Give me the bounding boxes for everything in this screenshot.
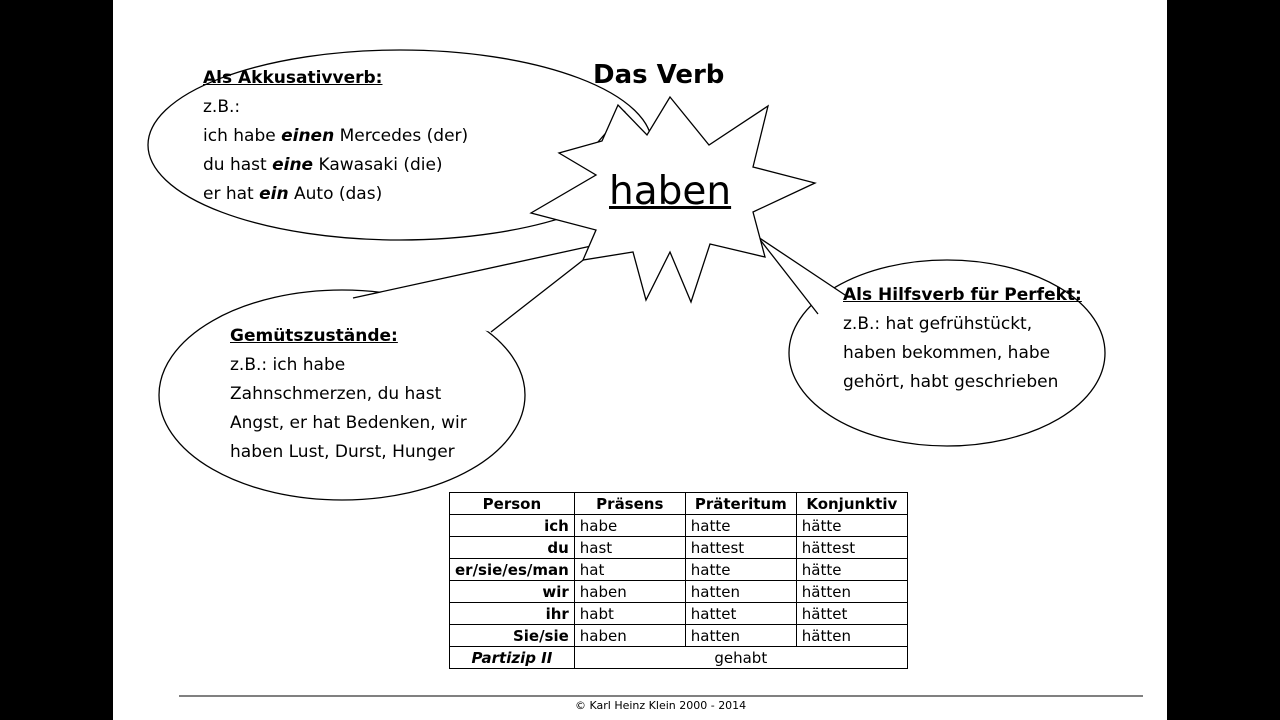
table-row: [450, 603, 908, 625]
table-row-partizip: [450, 647, 908, 669]
praeteritum-cell: hatten: [685, 581, 796, 603]
example-line: gehört, habt geschrieben: [843, 372, 1059, 392]
example-line: z.B.: ich habe: [230, 355, 346, 375]
worksheet-page: [113, 0, 1167, 720]
praesens-cell: haben: [574, 581, 685, 603]
example-line: haben Lust, Durst, Hunger: [230, 442, 455, 462]
column-header: Person: [450, 493, 575, 515]
example-line: du hast eine Kawasaki (die): [203, 155, 443, 175]
person-cell: du: [450, 537, 575, 559]
praeteritum-cell: hattest: [685, 537, 796, 559]
konjunktiv-cell: hättest: [796, 537, 907, 559]
table-row: [450, 625, 908, 647]
example-line: Angst, er hat Bedenken, wir: [230, 413, 467, 433]
bubble-heading: Gemütszustände:: [230, 326, 398, 346]
person-cell: ich: [450, 515, 575, 537]
person-cell: Sie/sie: [450, 625, 575, 647]
column-header: Konjunktiv: [796, 493, 907, 515]
konjunktiv-cell: hätte: [796, 515, 907, 537]
praesens-cell: haben: [574, 625, 685, 647]
bubble-heading: Als Hilfsverb für Perfekt:: [843, 285, 1082, 305]
example-line: z.B.: hat gefrühstückt,: [843, 314, 1033, 334]
praeteritum-cell: hatte: [685, 559, 796, 581]
person-cell: wir: [450, 581, 575, 603]
bubble-heading: Als Akkusativverb:: [203, 68, 383, 88]
table-row: [450, 537, 908, 559]
bubble-gemuet-text: [230, 322, 467, 467]
table-header-row: [450, 493, 908, 515]
praeteritum-cell: hatten: [685, 625, 796, 647]
example-label: z.B.:: [203, 97, 241, 117]
page-title: Das Verb: [593, 60, 725, 90]
konjunktiv-cell: hätten: [796, 581, 907, 603]
praesens-cell: habe: [574, 515, 685, 537]
example-line: ich habe einen Mercedes (der): [203, 126, 469, 146]
person-cell: ihr: [450, 603, 575, 625]
person-cell: er/sie/es/man: [450, 559, 575, 581]
praeteritum-cell: hattet: [685, 603, 796, 625]
konjunktiv-cell: hätten: [796, 625, 907, 647]
praesens-cell: hast: [574, 537, 685, 559]
konjunktiv-cell: hättet: [796, 603, 907, 625]
praesens-cell: habt: [574, 603, 685, 625]
example-line: er hat ein Auto (das): [203, 184, 383, 204]
partizip-label: Partizip II: [450, 647, 575, 669]
table-row: [450, 515, 908, 537]
conjugation-table: [449, 492, 908, 669]
table-row: [450, 581, 908, 603]
praesens-cell: hat: [574, 559, 685, 581]
praeteritum-cell: hatte: [685, 515, 796, 537]
column-header: Präsens: [574, 493, 685, 515]
bubble-hilfsverb-text: [843, 281, 1082, 397]
bubble-akkusativ-text: [203, 64, 468, 209]
main-word: haben: [609, 169, 732, 214]
copyright-notice: © Karl Heinz Klein 2000 - 2014: [575, 699, 747, 712]
partizip-value: gehabt: [574, 647, 907, 669]
column-header: Präteritum: [685, 493, 796, 515]
example-line: haben bekommen, habe: [843, 343, 1051, 363]
konjunktiv-cell: hätte: [796, 559, 907, 581]
table-row: [450, 559, 908, 581]
example-line: Zahnschmerzen, du hast: [230, 384, 442, 404]
